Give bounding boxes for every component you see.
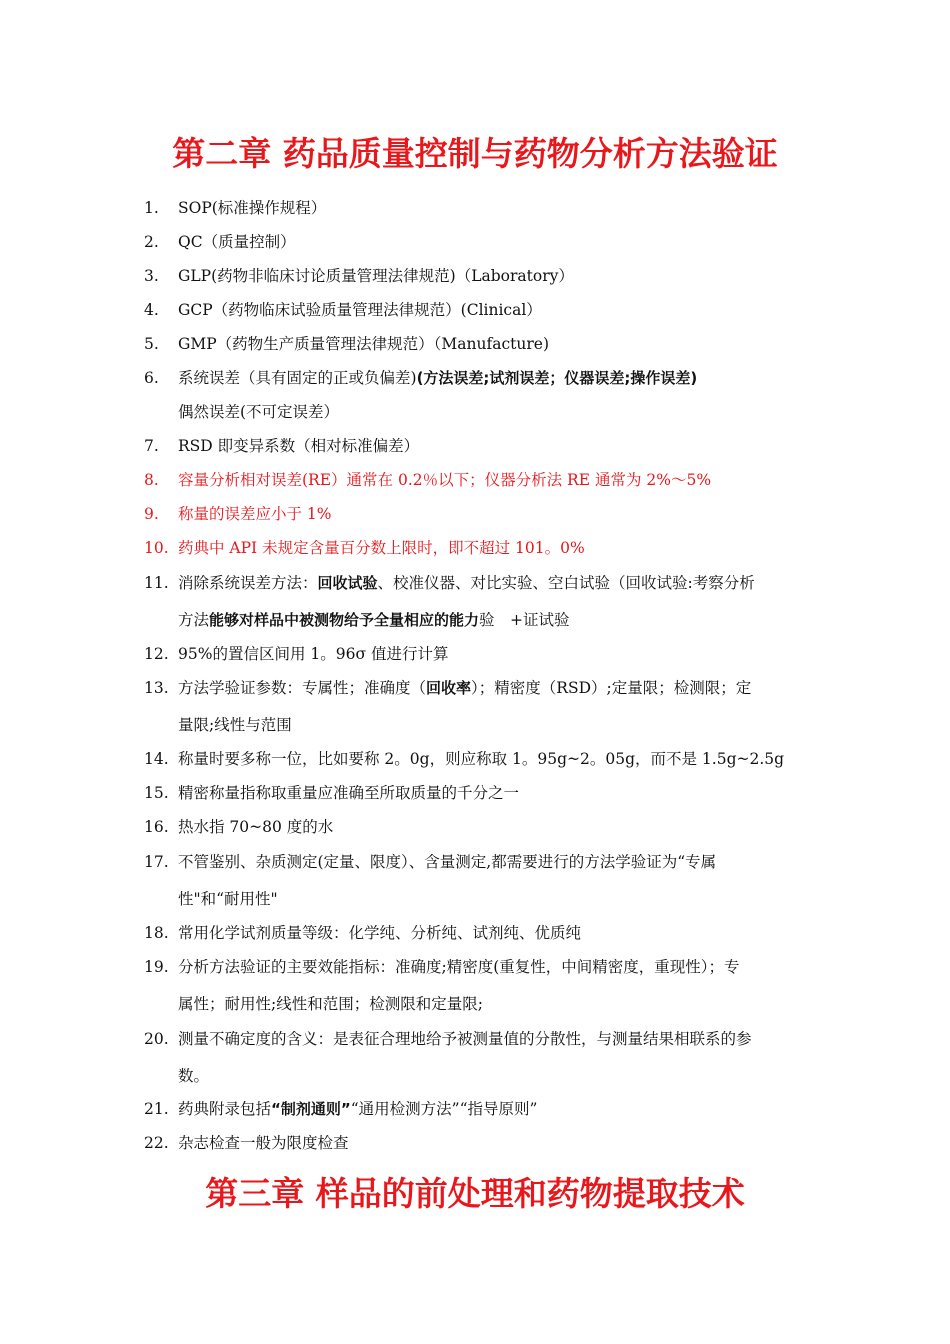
list-item-text	[178, 950, 803, 984]
text-segment: SOP(标准操作规程）	[178, 199, 327, 217]
list-item-number: 4.	[144, 301, 159, 319]
text-segment: 测量不确定度的含义：是表征合理地给予被测量值的分散性，与测量结果相联系的参	[178, 1030, 752, 1048]
chapter-3-heading: 第三章 样品的前处理和药物提取技术	[205, 1174, 745, 1213]
bold-text: (方法误差;试剂误差；仪器误差;操作误差)	[416, 369, 698, 387]
text-segment: 方法学验证参数：专属性；准确度（	[178, 679, 427, 697]
list-item-number: 17.	[144, 853, 169, 871]
text-segment: ）；精密度（RSD）;定量限；检测限；定	[471, 679, 752, 697]
list-item-text	[178, 987, 803, 1021]
text-segment: 95%的置信区间用 1。96σ 值进行计算	[178, 645, 449, 663]
list-item-number: 2.	[144, 233, 159, 251]
list-item-number: 11.	[144, 574, 169, 592]
list-item-text	[178, 1022, 803, 1056]
list-item-text	[178, 1126, 803, 1160]
text-segment: RSD 即变异系数（相对标准偏差）	[178, 437, 420, 455]
text-segment: 数。	[178, 1067, 210, 1085]
list-item-text	[178, 463, 803, 497]
text-segment: 量限;线性与范围	[178, 716, 292, 734]
text-segment: QC（质量控制）	[178, 233, 296, 251]
list-item-number: 6.	[144, 369, 159, 387]
chapter-2-heading: 第二章 药品质量控制与药物分析方法验证	[172, 134, 778, 173]
text-segment: 容量分析相对误差(RE）通常在 0.2％以下；仪器分析法 RE 通常为 2%～5%	[178, 471, 712, 489]
list-item-number: 20.	[144, 1030, 169, 1048]
text-segment: 药典附录包括	[178, 1100, 272, 1118]
list-item-text	[178, 259, 803, 293]
list-item-text	[178, 882, 803, 916]
list-item-text	[178, 708, 803, 742]
list-item-text	[178, 776, 803, 810]
list-item-number: 16.	[144, 818, 169, 836]
text-segment: 、校准仪器、对比实验、空白试验（回收试验:考察分析	[377, 574, 755, 592]
bold-text: “制剂通则”	[271, 1100, 351, 1118]
text-segment: “通用检测方法”“指导原则”	[350, 1100, 538, 1118]
list-item-number: 9.	[144, 505, 159, 523]
list-item-text	[178, 1059, 803, 1093]
list-item-text	[178, 671, 803, 705]
bold-text: 回收率	[426, 679, 472, 697]
list-item-text	[178, 497, 803, 531]
text-segment: 不管鉴别、杂质测定(定量、限度）、含量测定,都需要进行的方法学验证为“专属	[178, 853, 717, 871]
list-item-text	[178, 531, 803, 565]
list-item-number: 5.	[144, 335, 159, 353]
list-item-number: 8.	[144, 471, 159, 489]
text-segment: 偶然误差(不可定误差）	[178, 403, 340, 421]
text-segment: 药典中 API 未规定含量百分数上限时，即不超过 101。0%	[178, 539, 585, 557]
list-item-number: 10.	[144, 539, 169, 557]
list-item-text	[178, 327, 803, 361]
list-item-text	[178, 810, 803, 844]
list-item-number: 12.	[144, 645, 169, 663]
text-segment: 称量的误差应小于 1%	[178, 505, 332, 523]
text-segment: 消除系统误差方法：	[178, 574, 318, 592]
text-segment: 分析方法验证的主要效能指标：准确度;精密度(重复性，中间精密度，重现性）；专	[178, 958, 740, 976]
bold-text: 能够对样品中被测物给予全量相应的能力	[209, 611, 480, 629]
text-segment: 性"和“耐用性"	[178, 890, 278, 908]
list-item-number: 19.	[144, 958, 169, 976]
list-item-text	[178, 293, 803, 327]
text-segment: 属性；耐用性;线性和范围；检测限和定量限;	[178, 995, 483, 1013]
list-item-text	[178, 916, 803, 950]
list-item-number: 14.	[144, 750, 169, 768]
list-item-text	[178, 566, 803, 600]
text-segment: 杂志检查一般为限度检查	[178, 1134, 349, 1152]
list-item-text	[178, 225, 803, 259]
list-item-text	[178, 191, 803, 225]
list-item-number: 3.	[144, 267, 159, 285]
text-segment: GLP(药物非临床讨论质量管理法律规范)（Laboratory）	[178, 267, 574, 285]
text-segment: 精密称量指称取重量应准确至所取质量的千分之一	[178, 784, 520, 802]
list-item-text	[178, 395, 803, 429]
text-segment: 验 +证试验	[479, 611, 570, 629]
list-item-text	[178, 1092, 803, 1126]
list-item-text	[178, 637, 803, 671]
text-segment: 系统误差（具有固定的正或负偏差)	[178, 369, 417, 387]
text-segment: GMP（药物生产质量管理法律规范）（Manufacture)	[178, 335, 550, 353]
text-segment: 常用化学试剂质量等级：化学纯、分析纯、试剂纯、优质纯	[178, 924, 582, 942]
list-item-text	[178, 361, 803, 395]
list-item-text	[178, 845, 803, 879]
list-item-number: 22.	[144, 1134, 169, 1152]
text-segment: 称量时要多称一位，比如要称 2。0g，则应称取 1。95g~2。05g，而不是 1.5g~2.5g	[178, 750, 785, 768]
list-item-number: 18.	[144, 924, 169, 942]
bold-text: 回收试验	[317, 574, 378, 592]
list-item-text	[178, 742, 803, 776]
list-item-number: 7.	[144, 437, 159, 455]
text-segment: GCP（药物临床试验质量管理法律规范）(Clinical）	[178, 301, 542, 319]
list-item-number: 21.	[144, 1100, 169, 1118]
text-segment: 热水指 70~80 度的水	[178, 818, 334, 836]
list-item-text	[178, 603, 803, 637]
list-item-number: 15.	[144, 784, 169, 802]
list-item-text	[178, 429, 803, 463]
text-segment: 方法	[178, 611, 210, 629]
list-item-number: 13.	[144, 679, 169, 697]
list-item-number: 1.	[144, 199, 159, 217]
